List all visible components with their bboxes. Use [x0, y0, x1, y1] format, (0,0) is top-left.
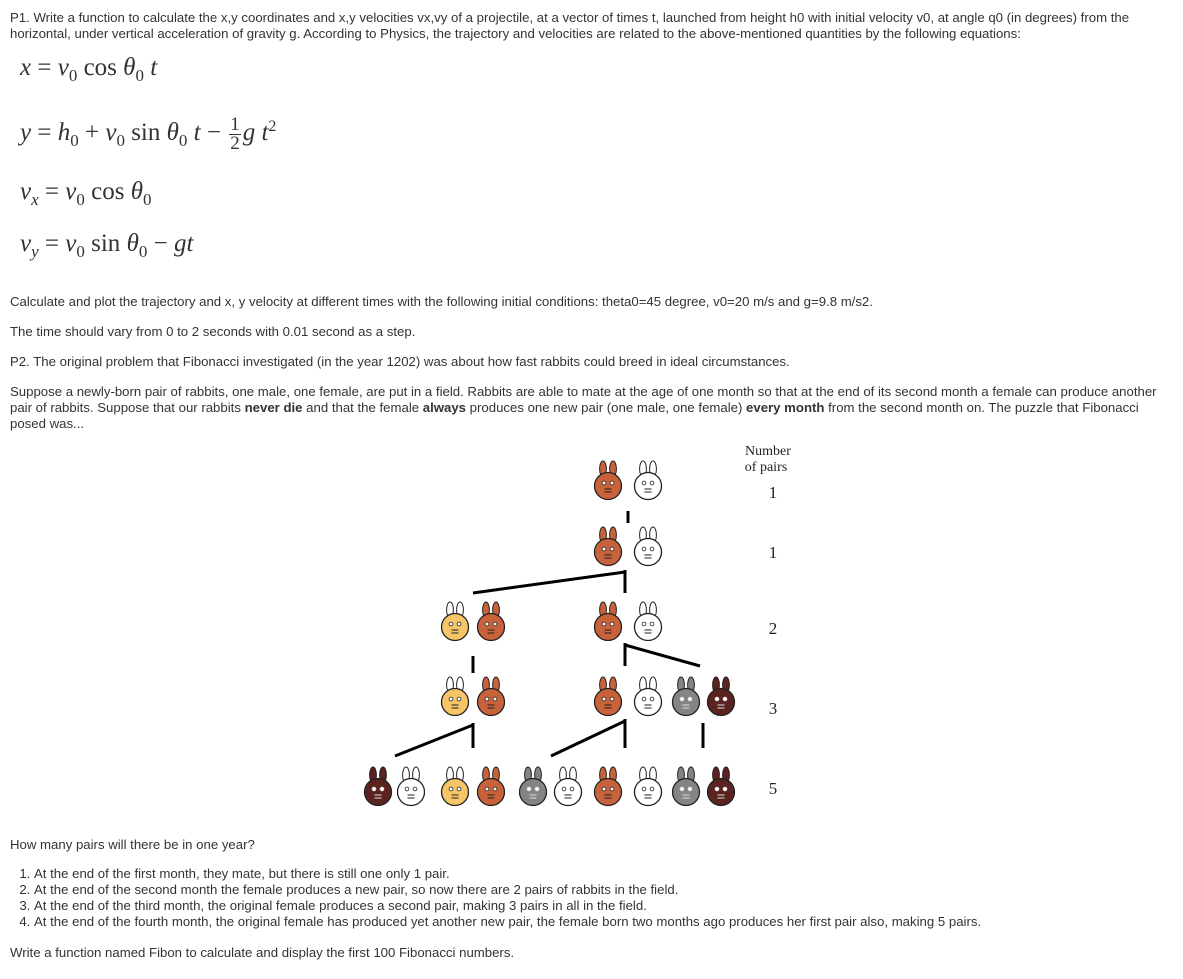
- rabbit-icon: [595, 602, 622, 641]
- rabbit-icon: [478, 602, 505, 641]
- bold-always: always: [422, 400, 467, 415]
- count-row-5: 5: [768, 779, 778, 798]
- rabbit-icon: [673, 677, 700, 716]
- rabbit-icon: [555, 767, 582, 806]
- rabbit-icon: [595, 677, 622, 716]
- p2-suppose: Suppose a newly-born pair of rabbits, one male, one female, are put in a field. Rabbits are able to mate at the age of one month so that at the end of its second month a female can produce another pair of rabbits. Suppose that our rabbits never die and that the female always produces one new pair (one male, one female) every month from the second month on. The puzzle that Fibonacci posed was...: [10, 384, 1157, 431]
- rabbit-icon: [398, 767, 425, 806]
- equation-x: $x = v_0$ $\cos \theta_0$ t: [20, 54, 158, 85]
- p1-conditions: Calculate and plot the trajectory and x, y velocity at different times with the following initial conditions: theta0=45 degree, v0=20 m/s and g=9.8 m/s2.: [10, 294, 873, 309]
- rabbit-icon: [478, 767, 505, 806]
- step-item: 1. At the end of the first month, they mate, but there is still one only 1 pair.: [34, 866, 1174, 882]
- equation-vy: $v_y = v_0$ $\sin \theta_0$ − gt: [20, 230, 194, 261]
- step-item: 4. At the end of the fourth month, the original female has produced yet another new pair, the female born two months ago produces her first pair also, making 5 pairs.: [34, 914, 1174, 930]
- rabbit-icon: [635, 677, 662, 716]
- count-row-4: 3: [768, 699, 778, 718]
- rabbit-icon: [673, 767, 700, 806]
- rabbit-icon: [365, 767, 392, 806]
- count-row-3: 2: [768, 619, 778, 638]
- count-row-1: 1: [768, 483, 778, 502]
- rabbit-icon: [520, 767, 547, 806]
- step-item: 2. At the end of the second month the female produces a new pair, so now there are 2 pairs of rabbits in the field.: [34, 882, 1174, 898]
- p2-question: How many pairs will there be in one year?: [10, 837, 255, 852]
- rabbit-icon: [442, 602, 469, 641]
- count-header-line2: of pairs: [744, 460, 788, 475]
- step-item: 3. At the end of the third month, the original female produces a second pair, making 3 pairs in all in the field.: [34, 898, 1174, 914]
- rabbit-icon: [442, 767, 469, 806]
- steps-list: [10, 866, 1174, 930]
- tree-line: [473, 572, 625, 593]
- p2-task: Write a function named Fibon to calculate and display the first 100 Fibonacci numbers.: [10, 945, 515, 960]
- rabbit-icon: [635, 767, 662, 806]
- count-row-2: 1: [768, 543, 778, 562]
- tree-line: [551, 721, 625, 756]
- p2-intro: P2. The original problem that Fibonacci investigated (in the year 1202) was about how fast rabbits could breed in ideal circumstances.: [10, 354, 790, 369]
- p1-time: The time should vary from 0 to 2 seconds with 0.01 second as a step.: [10, 324, 416, 339]
- bold-never-die: never die: [244, 400, 303, 415]
- tree-line: [625, 645, 700, 666]
- rabbit-icon: [595, 527, 622, 566]
- rabbit-icon: [635, 602, 662, 641]
- rabbit-icon: [635, 527, 662, 566]
- rabbit-icon: [708, 767, 735, 806]
- rabbit-icon: [708, 677, 735, 716]
- rabbit-icon: [442, 677, 469, 716]
- rabbit-icon: [595, 461, 622, 500]
- equation-y: $y = h_0 + v_0$ $\sin \theta_0$ t − $\frac{1}{2}$ g $t^2$: [20, 114, 277, 154]
- rabbit-icon: [478, 677, 505, 716]
- count-header-line1: Number: [745, 444, 791, 459]
- bold-every-month: every month: [746, 400, 825, 415]
- fibonacci-rabbit-diagram: [355, 438, 825, 810]
- equation-vx: $v_x = v_0$ $\cos \theta_0$: [20, 178, 152, 209]
- tree-line: [395, 725, 473, 756]
- rabbit-icon: [635, 461, 662, 500]
- p1-intro: P1. Write a function to calculate the x,y coordinates and x,y velocities vx,vy of a projectile, at a vector of times t, launched from height h0 with initial velocity v0, at angle q0 (in degrees) from the horizontal, under vertical acceleration of gravity g. According to Physics, the trajectory and velocities are related to the above-mentioned quantities by the following equations:: [10, 10, 1130, 41]
- rabbit-icon: [595, 767, 622, 806]
